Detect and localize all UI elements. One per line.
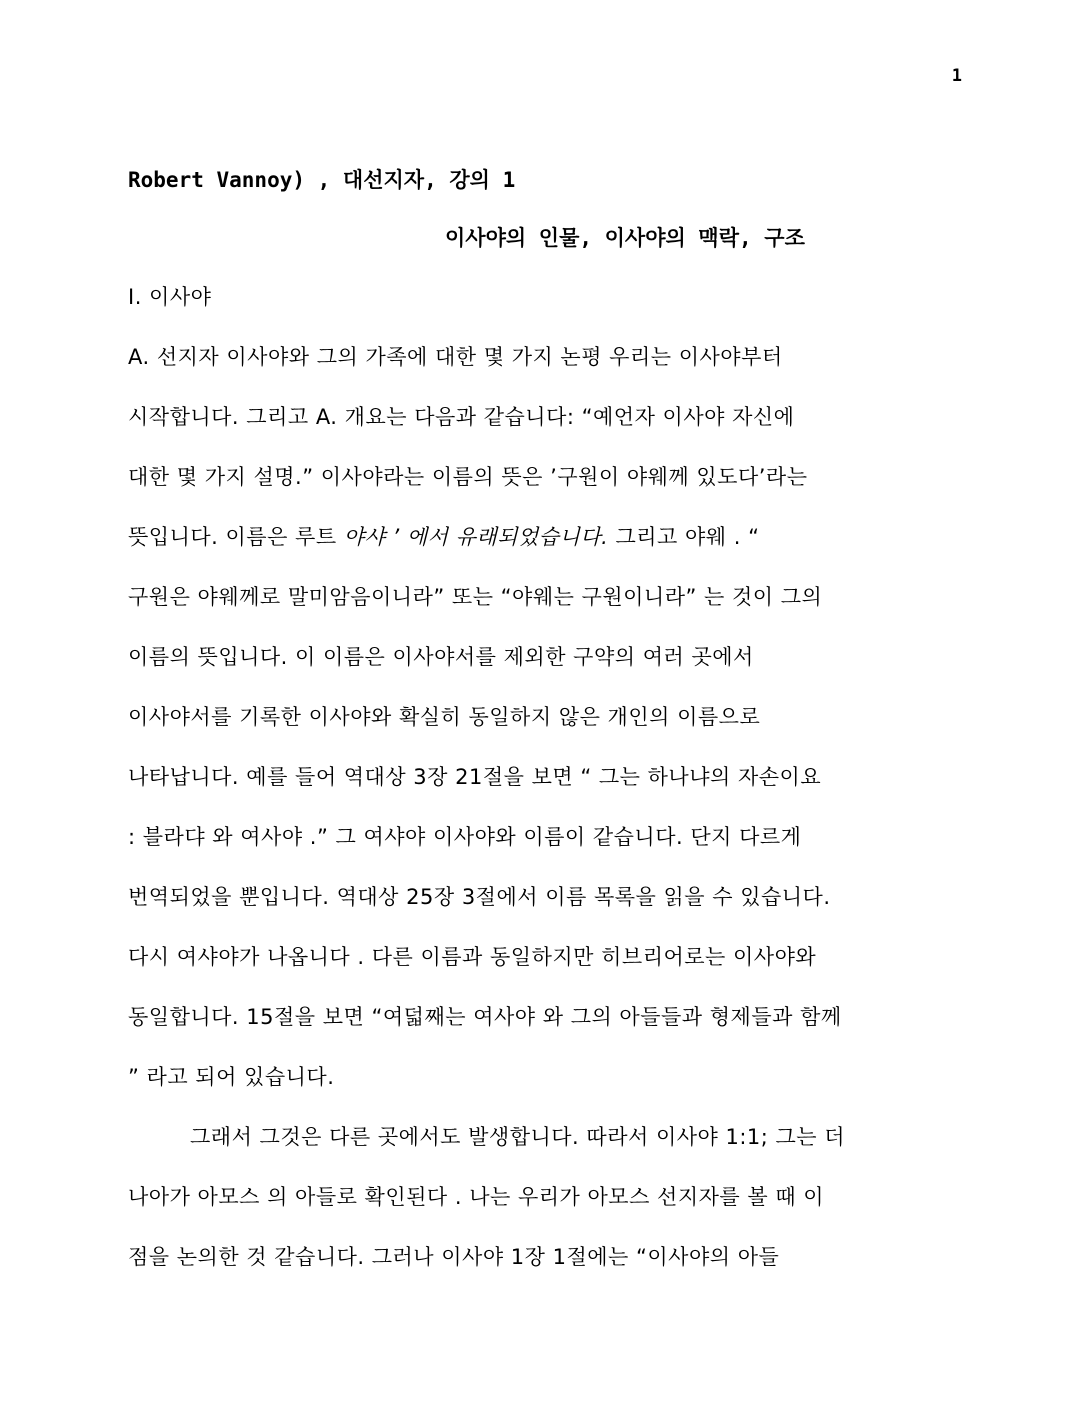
italic-phrase: 야샤 ’ 에서 유래되었습니다. — [343, 525, 609, 549]
body-line: 동일합니다. 15절을 보면 “여덟째는 여사야 와 그의 아들들과 형제들과 함께 — [128, 1005, 842, 1029]
body-line: ” 라고 되어 있습니다. — [128, 1065, 335, 1089]
body-line: 번역되었을 뿐입니다. 역대상 25장 3절에서 이름 목록을 읽을 수 있습니다. — [128, 885, 831, 909]
body-line: 그래서 그것은 다른 곳에서도 발생합니다. 따라서 이사야 1:1; 그는 더 — [190, 1125, 846, 1149]
body-line: 점을 논의한 것 같습니다. 그러나 이사야 1장 1절에는 “이사야의 아들 — [128, 1245, 780, 1269]
body-line: 대한 몇 가지 설명.” 이사야라는 이름의 뜻은 ’구원이 야웨께 있도다’라는 — [128, 465, 808, 489]
body-line: A. 선지자 이사야와 그의 가족에 대한 몇 가지 논평 우리는 이사야부터 — [128, 345, 783, 369]
body-line: 나아가 아모스 의 아들로 확인된다 . 나는 우리가 아모스 선지자를 볼 때 이 — [128, 1185, 825, 1209]
body-line: 이름의 뜻입니다. 이 이름은 이사야서를 제외한 구약의 여러 곳에서 — [128, 645, 754, 669]
lecture-subtitle: 이사야의 인물, 이사야의 맥락, 구조 — [445, 226, 805, 250]
page-number: 1 — [951, 66, 962, 86]
body-line: 구원은 야웨께로 말미암음이니라” 또는 “야웨는 구원이니라” 는 것이 그의 — [128, 585, 823, 609]
body-line: 이사야서를 기록한 이사야와 확실히 동일하지 않은 개인의 이름으로 — [128, 705, 761, 729]
body-line: 시작합니다. 그리고 A. 개요는 다음과 같습니다: “예언자 이사야 자신에 — [128, 405, 795, 429]
body-line-start: 뜻입니다. 이름은 루트 — [128, 525, 344, 549]
body-line — [128, 521, 760, 551]
lecture-title: Robert Vannoy) , 대선지자, 강의 1 — [128, 168, 516, 192]
body-line-end: 그리고 야웨 . “ — [608, 525, 760, 549]
section-heading-isaiah: I. 이사야 — [128, 285, 212, 309]
body-line: 다시 여샤야가 나옵니다 . 다른 이름과 동일하지만 히브리어로는 이사야와 — [128, 945, 817, 969]
body-line: 나타납니다. 예를 들어 역대상 3장 21절을 보면 “ 그는 하나냐의 자손이요 — [128, 765, 822, 789]
body-line: : 블라댜 와 여사야 .” 그 여샤야 이사야와 이름이 같습니다. 단지 다르게 — [128, 825, 802, 849]
